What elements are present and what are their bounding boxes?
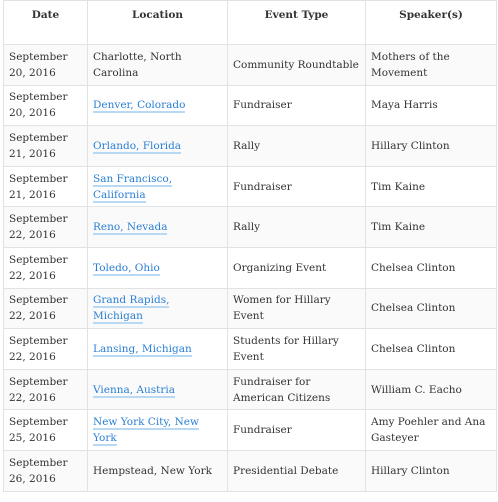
- header-event-type: Event Type: [228, 1, 366, 45]
- cell-location: [88, 369, 228, 410]
- cell-event-type: Fundraiser for American Citizens: [228, 369, 366, 410]
- cell-event-type: Women for Hillary Event: [228, 288, 366, 329]
- table-row: [4, 329, 497, 370]
- cell-date: September 20, 2016: [4, 45, 88, 86]
- cell-date: September 22, 2016: [4, 288, 88, 329]
- cell-date: September 21, 2016: [4, 166, 88, 207]
- table-row: [4, 369, 497, 410]
- cell-date: September 26, 2016: [4, 450, 88, 491]
- cell-location: [88, 288, 228, 329]
- cell-speakers: William C. Eacho: [366, 369, 497, 410]
- table-row: [4, 247, 497, 288]
- cell-speakers: Tim Kaine: [366, 166, 497, 207]
- cell-location: Hempstead, New York: [88, 450, 228, 491]
- cell-event-type: Community Roundtable: [228, 45, 366, 86]
- table-row: [4, 166, 497, 207]
- cell-event-type: Presidential Debate: [228, 450, 366, 491]
- events-table: [3, 0, 497, 492]
- cell-speakers: Amy Poehler and Ana Gasteyer: [366, 410, 497, 451]
- cell-event-type: Rally: [228, 207, 366, 248]
- cell-date: September 22, 2016: [4, 247, 88, 288]
- table-row: [4, 288, 497, 329]
- table-row: [4, 410, 497, 451]
- header-date: Date: [4, 1, 88, 45]
- location-link[interactable]: Orlando, Florida: [93, 139, 182, 152]
- cell-event-type: Organizing Event: [228, 247, 366, 288]
- table-row: [4, 85, 497, 126]
- cell-speakers: Tim Kaine: [366, 207, 497, 248]
- cell-event-type: Fundraiser: [228, 166, 366, 207]
- location-link[interactable]: San Francisco, California: [93, 172, 173, 201]
- header-location: Location: [88, 1, 228, 45]
- header-speakers: Speaker(s): [366, 1, 497, 45]
- location-link[interactable]: Grand Rapids, Michigan: [93, 294, 170, 323]
- cell-event-type: Rally: [228, 126, 366, 167]
- table-row: [4, 450, 497, 491]
- table-body: [4, 45, 497, 492]
- header-row: [4, 1, 497, 45]
- cell-location: [88, 207, 228, 248]
- cell-speakers: Hillary Clinton: [366, 450, 497, 491]
- location-link[interactable]: Toledo, Ohio: [93, 261, 160, 274]
- table-row: [4, 45, 497, 86]
- location-link[interactable]: Lansing, Michigan: [93, 342, 192, 355]
- cell-date: September 22, 2016: [4, 329, 88, 370]
- cell-speakers: Maya Harris: [366, 85, 497, 126]
- table-row: [4, 126, 497, 167]
- cell-event-type: Students for Hillary Event: [228, 329, 366, 370]
- cell-speakers: Chelsea Clinton: [366, 329, 497, 370]
- cell-date: September 20, 2016: [4, 85, 88, 126]
- cell-speakers: Hillary Clinton: [366, 126, 497, 167]
- cell-event-type: Fundraiser: [228, 85, 366, 126]
- cell-location: [88, 126, 228, 167]
- cell-speakers: Chelsea Clinton: [366, 288, 497, 329]
- location-link[interactable]: Reno, Nevada: [93, 221, 168, 234]
- cell-date: September 25, 2016: [4, 410, 88, 451]
- cell-speakers: Chelsea Clinton: [366, 247, 497, 288]
- location-link[interactable]: Denver, Colorado: [93, 99, 186, 112]
- cell-location: [88, 329, 228, 370]
- cell-location: [88, 410, 228, 451]
- cell-event-type: Fundraiser: [228, 410, 366, 451]
- table-row: [4, 207, 497, 248]
- cell-location: Charlotte, North Carolina: [88, 45, 228, 86]
- cell-location: [88, 85, 228, 126]
- cell-date: September 21, 2016: [4, 126, 88, 167]
- cell-date: September 22, 2016: [4, 369, 88, 410]
- location-link[interactable]: Vienna, Austria: [93, 383, 176, 396]
- cell-speakers: Mothers of the Movement: [366, 45, 497, 86]
- cell-date: September 22, 2016: [4, 207, 88, 248]
- cell-location: [88, 166, 228, 207]
- cell-location: [88, 247, 228, 288]
- location-link[interactable]: New York City, New York: [93, 416, 199, 445]
